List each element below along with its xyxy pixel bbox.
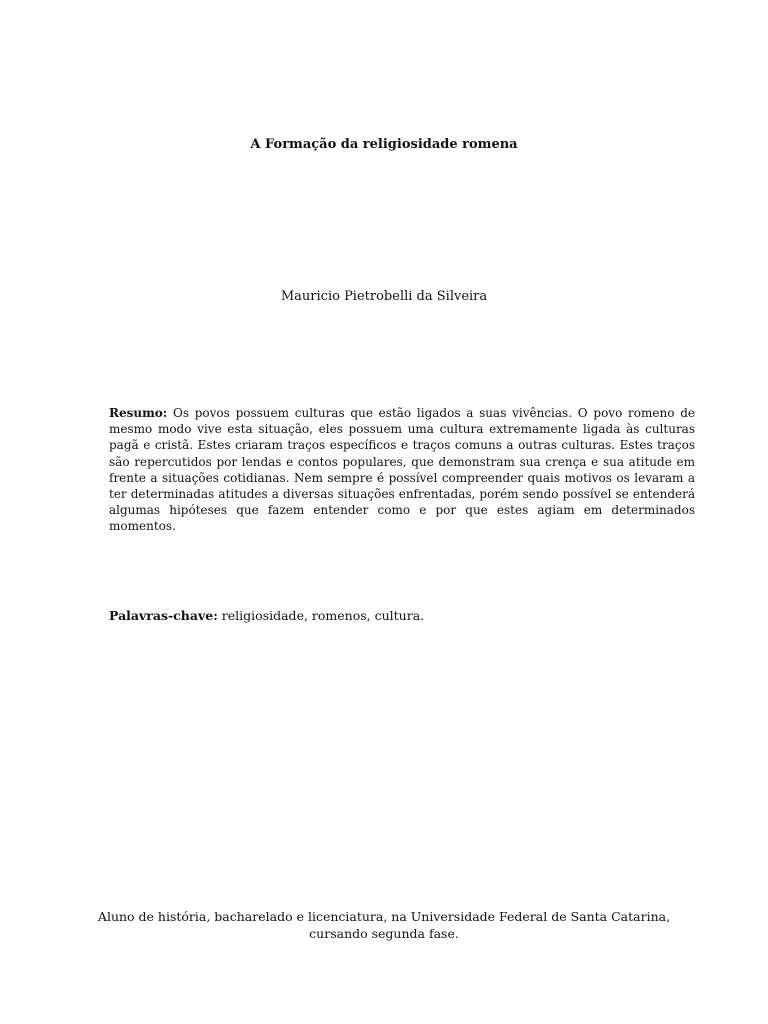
abstract-paragraph bbox=[109, 405, 695, 535]
keywords-text: religiosidade, romenos, cultura. bbox=[217, 608, 425, 623]
footnote-line-2: cursando segunda fase. bbox=[309, 926, 459, 941]
footnote-line-1: Aluno de história, bacharelado e licenciatura, na Universidade Federal de Santa Catarina, bbox=[97, 909, 671, 924]
keywords-paragraph bbox=[109, 607, 695, 624]
abstract-text: Os povos possuem culturas que estão ligados a suas vivências. O povo romeno de mesmo modo vive esta situação, eles possuem uma cultura extremamente ligada às culturas pagã e cristã. Estes criaram traços específicos e traços comuns a outras culturas. Estes traços são repercutidos por lendas e contos populares, que demonstram sua crença e sua atitude em frente a situações cotidianas. Nem sempre é possível compreender quais motivos os levaram a ter determinadas atitudes a diversas situações enfrentadas, porém sendo possível se entenderá algumas hipóteses que fazem entender como e por que estes agiam em determinados momentos. bbox=[109, 406, 695, 534]
abstract-label: Resumo: bbox=[109, 406, 168, 420]
author-footnote bbox=[0, 908, 768, 942]
document-title: A Formação da religiosidade romena bbox=[250, 137, 518, 152]
author-name: Mauricio Pietrobelli da Silveira bbox=[280, 289, 488, 304]
keywords-label: Palavras-chave: bbox=[109, 608, 218, 623]
